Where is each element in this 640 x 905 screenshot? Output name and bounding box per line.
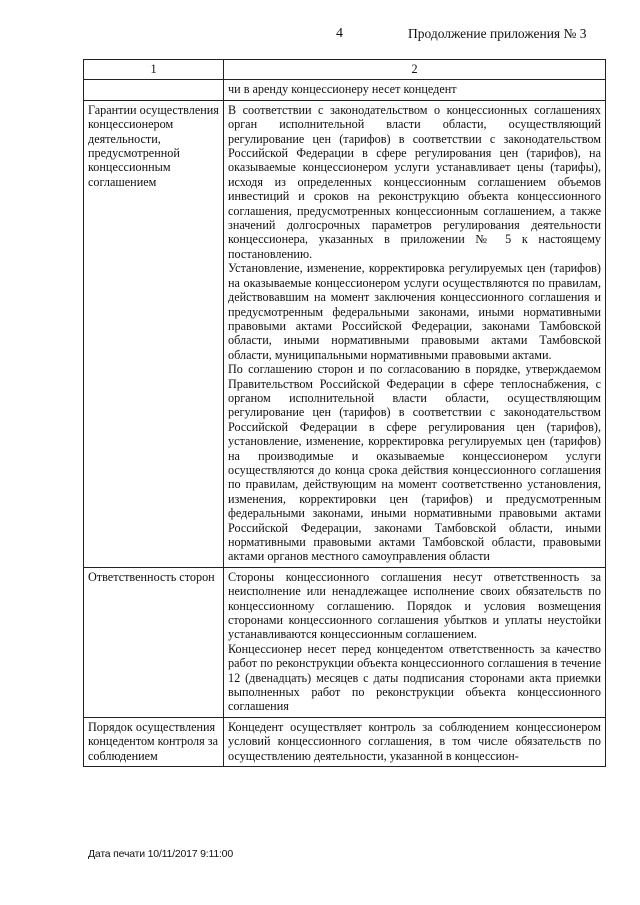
row-label <box>84 80 224 100</box>
table-row <box>84 567 606 717</box>
appendix-table <box>83 59 606 767</box>
paragraph: Концессионер несет перед концедентом ответственность за качество работ по реконструкции объекта концессионного соглашения в течение 12 (двенадцать) месяцев с даты подписания сторонами акта приемки выполненных работ по реконструкции объекта концессионного соглашения <box>228 641 601 714</box>
paragraph: Установление, изменение, корректировка регулируемых цен (тарифов) на оказываемые концессионером услуги осуществляются по правилам, действовавшим на момент заключения концессионного соглашения и предусмотренным федеральными законами, иными нормативными правовыми актами Российской Федерации, законами Тамбовской области, иными нормативными правовыми актами Тамбовской области, муниципальными нормативными правовыми актами. <box>228 261 601 362</box>
print-date: Дата печати 10/11/2017 9:11:00 <box>88 848 233 860</box>
row-content <box>224 100 606 567</box>
paragraph: Концедент осуществляет контроль за соблюдением концессионером условий концессионного соглашения, в том числе обязательств по осуществлению деятельности, указанной в концессион- <box>228 719 601 763</box>
row-content <box>224 717 606 766</box>
page-number: 4 <box>336 26 343 41</box>
row-content <box>224 80 606 100</box>
column-1-header: 1 <box>84 60 224 80</box>
row-label-guarantees: Гарантии осуществления концессионером деятельности, предусмотренной концессионным соглашением <box>84 100 224 567</box>
row-label-control: Порядок осуществления концедентом контроля за соблюдением <box>84 717 224 766</box>
paragraph: В соответствии с законодательством о концессионных соглашениях орган исполнительной власти области, осуществляющий регулирование цен (тарифов) в соответствии с законодательством Российской Федерации в сфере регулирования цен (тарифов), на оказываемые концессионером услуги устанавливает цены (тарифы), исходя из определенных концессионным соглашением объемов инвестиций и сроков на реконструкцию объекта концессионного соглашения, предусмотренных концессионным соглашением, а также значений долгосрочных параметров регулирования деятельности концессионера, указанных в приложении № 5 к настоящему постановлению. <box>228 102 601 261</box>
appendix-continuation-title: Продолжение приложения № 3 <box>408 26 587 41</box>
paragraph: Стороны концессионного соглашения несут ответственность за неисполнение или ненадлежащее исполнение своих обязательств по концессионному соглашению. Порядок и условия возмещения сторонами концессионного соглашения убытков и уплаты неустойки устанавливаются концессионным соглашением. <box>228 569 601 642</box>
table-row <box>84 100 606 567</box>
column-number-row <box>84 60 606 80</box>
table-row <box>84 80 606 100</box>
column-2-header: 2 <box>224 60 606 80</box>
row-label-liability: Ответственность сторон <box>84 567 224 717</box>
paragraph: чи в аренду концессионеру несет концедент <box>228 82 457 97</box>
table-row <box>84 717 606 766</box>
row-content <box>224 567 606 717</box>
paragraph: По соглашению сторон и по согласованию в порядке, утверждаемом Правительством Российской Федерации в сфере теплоснабжения, с органом исполнительной власти области, осуществляющим регулирование цен (тарифов) в соответствии с законодательством Российской Федерации в сфере регулирования цен (тарифов), установление, изменение, корректировка регулируемых цен (тарифов) на производимые и оказываемые концессионером услуги осуществляются до конца срока действия концессионного соглашения по правилам, действующим на момент соответственно установления, изменения, корректировки цен (тарифов) и предусмотренным федеральными законами, иными нормативными правовыми актами Российской Федерации, законами Тамбовской области, иными нормативными правовыми актами Тамбовской области, правовыми актами органов местного самоуправления области <box>228 362 601 564</box>
